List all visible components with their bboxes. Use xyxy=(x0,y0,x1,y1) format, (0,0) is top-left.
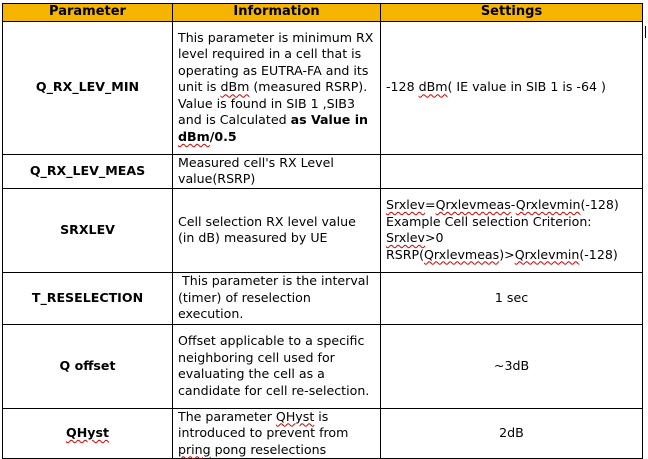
settings-cell xyxy=(381,21,643,154)
settings-text: = xyxy=(425,197,436,212)
settings-text: - xyxy=(510,197,516,212)
settings-text-spellcheck: Qrxlevmin xyxy=(515,197,581,212)
settings-text-spellcheck: Qrxlevmin xyxy=(514,246,580,262)
info-text: The parameter xyxy=(178,408,276,424)
document-table-container xyxy=(2,3,643,459)
info-cell: Offset applicable to a specific neighboring cell used for evaluating the cell as a candidate for cell re-selection. xyxy=(173,324,381,408)
table-row xyxy=(3,188,643,272)
param-cell: T_RESELECTION xyxy=(3,272,173,324)
settings-cell: 1 sec xyxy=(381,272,643,324)
table-row xyxy=(3,21,643,154)
settings-cell xyxy=(381,154,643,188)
settings-text: (-128) Example Cell selection Criterion: xyxy=(386,197,619,229)
text-cursor-mark xyxy=(645,26,646,38)
info-cell: Measured cell's RX Level value(RSRP) xyxy=(173,154,381,188)
settings-text-spellcheck: dBm xyxy=(418,79,448,95)
settings-text: ( IE value in SIB 1 is -64 ) xyxy=(447,79,606,95)
settings-text: -128 xyxy=(386,79,419,95)
param-cell: Q_RX_LEV_MEAS xyxy=(3,154,173,188)
info-text: is introduced to prevent from xyxy=(178,408,349,440)
param-cell: Q offset xyxy=(3,324,173,408)
header-information: Information xyxy=(173,4,381,22)
settings-text: )> xyxy=(499,246,515,262)
info-text-spellcheck: QHyst xyxy=(275,408,315,424)
param-text-spellcheck: QHyst xyxy=(66,425,109,440)
info-text: This parameter is minimum RX level required in a cell that is operating as EUTRA-FA and its unit is xyxy=(178,29,374,95)
info-text-spellcheck: pring xyxy=(178,441,211,457)
table-row xyxy=(3,408,643,459)
info-text: pong reselections xyxy=(210,441,327,457)
settings-text: >0 xyxy=(425,230,444,245)
header-parameter: Parameter xyxy=(3,4,173,22)
settings-text-spellcheck: Qrxlevmeas xyxy=(435,197,511,212)
settings-cell: 2dB xyxy=(381,408,643,459)
header-settings: Settings xyxy=(381,4,643,22)
info-text-bold: /0.5 xyxy=(209,128,237,144)
info-cell: This parameter is the interval (timer) of reselection execution. xyxy=(173,272,381,324)
settings-text-spellcheck: Qrxlevmeas xyxy=(424,246,500,262)
parameter-table xyxy=(2,3,643,459)
info-text-bold: as Value in xyxy=(290,112,369,128)
settings-cell xyxy=(381,188,643,272)
settings-text-spellcheck: Srxlev xyxy=(386,197,425,212)
info-text-spellcheck: dBm xyxy=(220,79,250,95)
table-row xyxy=(3,154,643,188)
table-row xyxy=(3,324,643,408)
info-text-bold-spellcheck: dBm xyxy=(178,128,210,144)
settings-text: (-128) xyxy=(579,246,618,262)
table-row xyxy=(3,272,643,324)
param-cell xyxy=(3,408,173,459)
info-text: (measured RSRP). Value is found in SIB 1 ,SIB3 and is Calculated xyxy=(178,79,368,128)
settings-cell: ~3dB xyxy=(381,324,643,408)
info-cell xyxy=(173,21,381,154)
param-cell: Q_RX_LEV_MIN xyxy=(3,21,173,154)
info-cell: Cell selection RX level value (in dB) measured by UE xyxy=(173,188,381,272)
info-cell xyxy=(173,408,381,459)
settings-text-spellcheck: Srxlev xyxy=(386,230,425,245)
settings-text: RSRP( xyxy=(386,246,425,262)
table-header-row xyxy=(3,4,643,22)
param-cell: SRXLEV xyxy=(3,188,173,272)
